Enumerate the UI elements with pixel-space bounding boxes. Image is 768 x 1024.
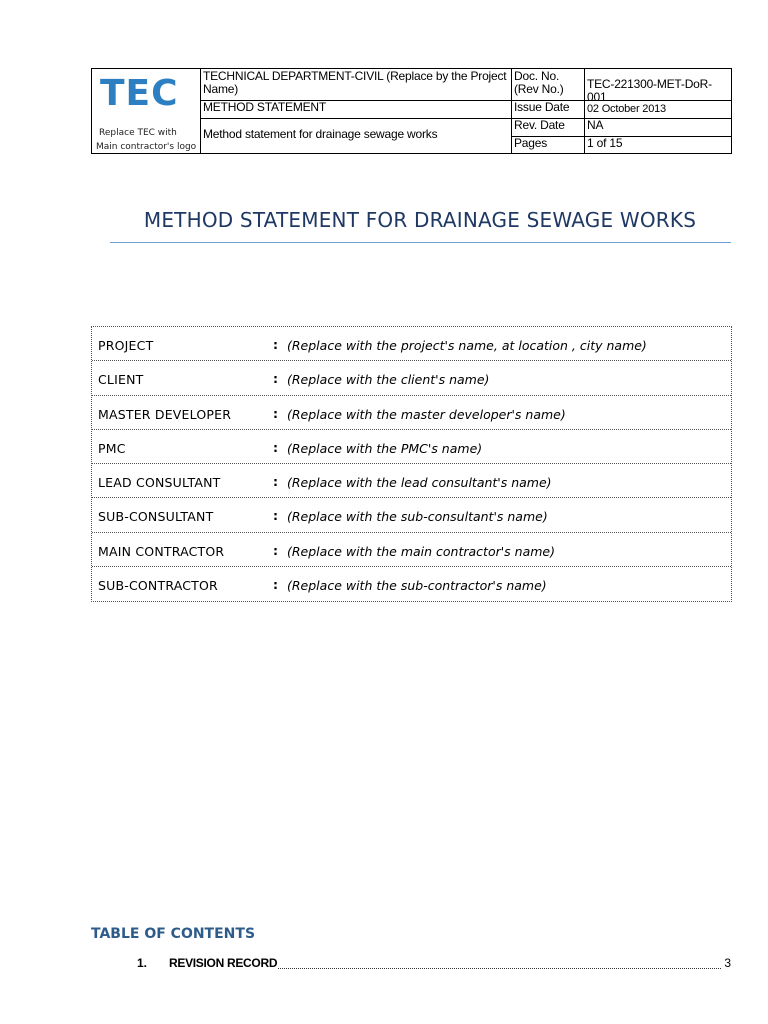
title-underline: [110, 242, 731, 243]
company-logo: TEC: [100, 73, 179, 114]
info-key: MAIN CONTRACTOR: [98, 543, 225, 559]
info-key: PROJECT: [98, 338, 154, 353]
info-row-lead-consultant: [92, 464, 731, 498]
info-key: SUB-CONSULTANT: [98, 509, 214, 525]
info-row-sub-consultant: [92, 498, 731, 532]
info-row-client: [92, 361, 731, 395]
toc-entry-page: 3: [724, 956, 731, 970]
info-colon: :: [273, 508, 278, 524]
issue-date-label: Issue Date: [514, 100, 570, 114]
issue-date-value: 02 October 2013: [587, 103, 666, 115]
department-name: TECHNICAL DEPARTMENT-CIVIL (Replace by the Project Name): [203, 69, 507, 96]
info-colon: :: [273, 474, 278, 490]
info-key: LEAD CONSULTANT: [98, 475, 221, 491]
project-info-table: [91, 326, 732, 602]
info-key: CLIENT: [98, 372, 144, 388]
document-description: Method statement for drainage sewage works: [203, 127, 438, 141]
document-header-table: [91, 68, 732, 154]
document-type: METHOD STATEMENT: [203, 100, 327, 114]
info-row-main-contractor: [92, 533, 731, 567]
pages-label: Pages: [514, 136, 548, 150]
info-colon: :: [273, 337, 278, 352]
info-colon: :: [273, 542, 278, 558]
logo-cell: [92, 69, 201, 153]
info-key: SUB-CONTRACTOR: [98, 578, 218, 594]
logo-note: [96, 126, 200, 154]
pages-value: 1 of 15: [587, 136, 623, 150]
doc-no-value: TEC-221300-MET-DoR-001: [587, 77, 712, 104]
doc-no-label: Doc. No. (Rev No.): [514, 69, 564, 96]
info-value: (Replace with the PMC's name): [287, 440, 483, 456]
logo-note-line2: Main contractor's logo: [96, 142, 197, 152]
info-colon: :: [273, 577, 278, 593]
rev-date-label: Rev. Date: [514, 118, 565, 132]
info-value: (Replace with the sub-contractor's name): [287, 578, 547, 594]
info-value: (Replace with the master developer's name): [287, 406, 566, 422]
info-value: (Replace with the sub-consultant's name): [287, 509, 548, 525]
info-row-pmc: [92, 430, 731, 464]
info-key: MASTER DEVELOPER: [98, 406, 232, 422]
info-row-sub-contractor: [92, 567, 731, 601]
toc-entry-number: 1.: [137, 956, 148, 970]
info-value: (Replace with the client's name): [287, 372, 490, 388]
info-row-master-developer: [92, 396, 731, 430]
info-row-project: [92, 327, 731, 361]
toc-entry[interactable]: [137, 956, 731, 972]
document-title: METHOD STATEMENT FOR DRAINAGE SEWAGE WORKS: [143, 208, 697, 232]
rev-date-value: NA: [587, 118, 604, 132]
info-value: (Replace with the lead consultant's name): [287, 475, 552, 491]
toc-entry-text: REVISION RECORD: [169, 956, 278, 970]
info-colon: :: [273, 405, 278, 421]
toc-heading: TABLE OF CONTENTS: [91, 926, 256, 942]
info-colon: :: [273, 439, 278, 455]
info-key: PMC: [98, 440, 126, 456]
info-value: (Replace with the project's name, at location , city name): [287, 338, 647, 353]
logo-note-line1: Replace TEC with: [99, 128, 177, 138]
info-value: (Replace with the main contractor's name): [287, 543, 555, 559]
toc-leader-dots: [278, 968, 721, 969]
info-colon: :: [273, 371, 278, 387]
